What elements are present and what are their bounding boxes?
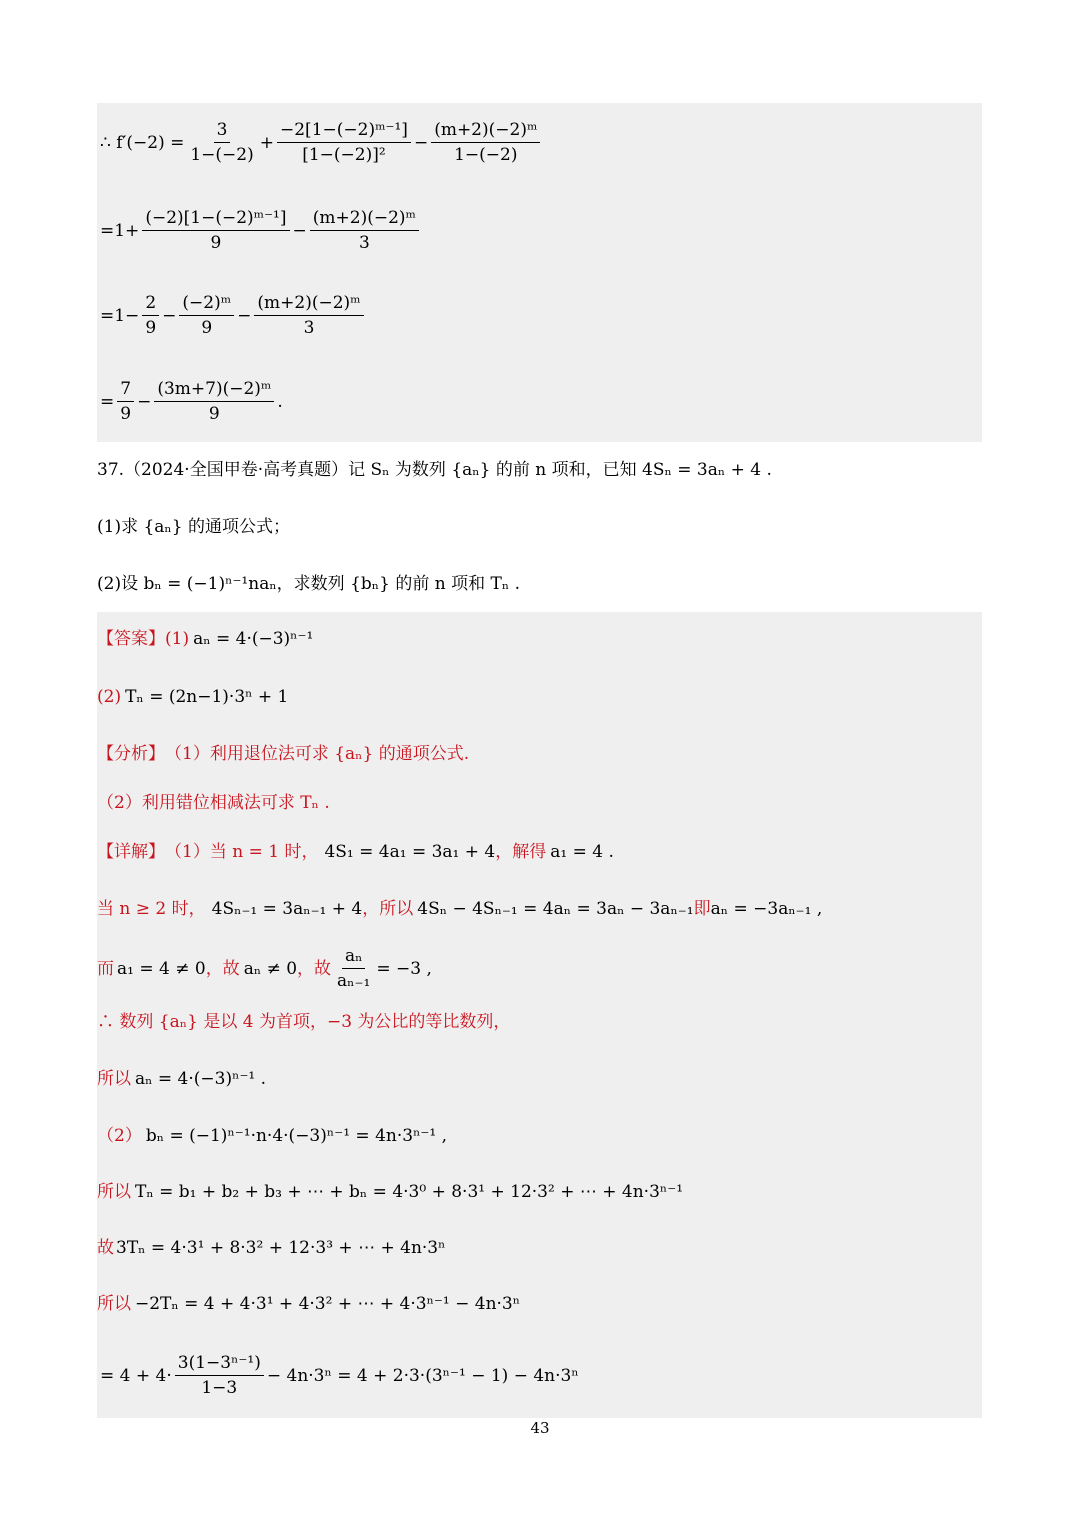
detail-line-2 [97, 898, 822, 920]
denominator: 1−(−2) [454, 145, 518, 165]
numerator: 2 [142, 292, 159, 316]
denominator: aₙ₋₁ [337, 971, 371, 991]
denominator: 1−(−2) [190, 145, 254, 165]
detail-formula: = −3 , [376, 958, 432, 979]
eq-prefix: =1+ [100, 220, 140, 241]
detail-text: 所以 [97, 1182, 131, 1202]
detail-text: 而 [97, 958, 114, 979]
fraction [254, 292, 363, 339]
analysis-label: 【分析】 [97, 744, 165, 764]
detail-formula: 4Sₙ − 4Sₙ₋₁ = 4aₙ = 3aₙ − 3aₙ₋₁ [417, 899, 694, 919]
numerator: 3(1−3ⁿ⁻¹) [175, 1352, 264, 1376]
detail-formula: 4Sₙ₋₁ = 3aₙ₋₁ + 4 [211, 899, 363, 919]
detail-text: 所以 [97, 1294, 131, 1314]
fraction [310, 207, 419, 254]
detail-text: ，故 [297, 958, 332, 979]
answer-1-formula: aₙ = 4·(−3)ⁿ⁻¹ [193, 629, 314, 649]
question-part-2: (2)设 bₙ = (−1)ⁿ⁻¹naₙ，求数列 {bₙ} 的前 n 项和 Tₙ . [97, 574, 521, 594]
detail-text: 即 [693, 899, 711, 919]
answer-2-formula: Tₙ = (2n−1)·3ⁿ + 1 [125, 687, 289, 707]
detail-text: ，解得 [495, 842, 547, 862]
numerator: (m+2)(−2)ᵐ [310, 207, 419, 231]
detail-line-10 [100, 1352, 579, 1399]
denominator: 9 [201, 318, 213, 338]
numerator: (m+2)(−2)ᵐ [431, 119, 540, 143]
detail-formula: −2Tₙ = 4 + 4·3¹ + 4·3² + ⋯ + 4·3ⁿ⁻¹ − 4n·3ⁿ [135, 1294, 521, 1314]
fraction [277, 119, 411, 166]
question-part-1: (1)求 {aₙ} 的通项公式； [97, 517, 291, 537]
operator: + [259, 132, 274, 153]
detail-line-9 [97, 1293, 520, 1315]
fraction [142, 207, 289, 254]
detail-text: 所以 [97, 1069, 131, 1089]
numerator: 3 [214, 119, 231, 143]
fraction [142, 292, 159, 339]
denominator: 9 [208, 404, 220, 424]
derivation-line-4 [100, 378, 283, 425]
operator: − [413, 132, 429, 153]
eq-prefix: = [100, 391, 115, 412]
fraction [431, 119, 540, 166]
detail-formula: 3Tₙ = 4·3¹ + 8·3² + 12·3³ + ⋯ + 4n·3ⁿ [116, 1238, 446, 1258]
detail-line-6 [97, 1125, 447, 1147]
denominator: [1−(−2)]² [302, 145, 386, 165]
detail-text: （1）当 n = 1 时， [165, 842, 319, 862]
period: . [277, 391, 283, 412]
fraction [187, 119, 256, 166]
denominator: 9 [120, 404, 132, 424]
fraction [175, 1352, 264, 1399]
detail-formula: − 4n·3ⁿ = 4 + 2·3·(3ⁿ⁻¹ − 1) − 4n·3ⁿ [266, 1365, 579, 1386]
detail-line-8 [97, 1237, 445, 1259]
operator: − [137, 391, 152, 412]
page-number: 43 [530, 1419, 550, 1437]
denominator: 1−3 [201, 1378, 238, 1398]
detail-line-1 [97, 841, 614, 863]
denominator: 9 [210, 233, 222, 253]
answer-label: 【答案】 [97, 629, 165, 649]
fraction [154, 378, 274, 425]
detail-text: 当 n ≥ 2 时， [97, 899, 206, 919]
detail-formula: aₙ = −3aₙ₋₁ , [710, 899, 823, 919]
fraction [179, 292, 234, 339]
detail-formula: a₁ = 4 ≠ 0 [117, 958, 206, 979]
numerator: (3m+7)(−2)ᵐ [154, 378, 274, 402]
detail-formula: a₁ = 4 . [550, 842, 614, 862]
eq-prefix: =1− [100, 305, 140, 326]
question-statement: 37.（2024·全国甲卷·高考真题）记 Sₙ 为数列 {aₙ} 的前 n 项和，已知 4Sₙ = 3aₙ + 4 . [97, 460, 772, 480]
detail-text: （2） [97, 1126, 142, 1146]
detail-line-5 [97, 1068, 266, 1090]
detail-formula: Tₙ = b₁ + b₂ + b₃ + ⋯ + bₙ = 4·3⁰ + 8·3¹ + 12·3² + ⋯ + 4n·3ⁿ⁻¹ [135, 1182, 684, 1202]
denominator: 3 [303, 318, 315, 338]
detail-formula: aₙ ≠ 0 [243, 958, 298, 979]
denominator: 9 [145, 318, 157, 338]
answer-part-tag: (1) [165, 629, 190, 649]
denominator: 3 [358, 233, 370, 253]
detail-formula: 4S₁ = 4a₁ = 3a₁ + 4 [324, 842, 496, 862]
derivation-line-1 [100, 119, 543, 166]
detail-formula: aₙ = 4·(−3)ⁿ⁻¹ . [135, 1069, 267, 1089]
detail-text: 故 [97, 1238, 114, 1258]
answer-line-1 [97, 628, 313, 650]
detail-line-4: ∴ 数列 {aₙ} 是以 4 为首项，−3 为公比的等比数列， [97, 1012, 511, 1032]
fraction [334, 945, 373, 992]
numerator: aₙ [342, 945, 366, 969]
detail-line-3 [97, 945, 432, 992]
eq-prefix: ∴ f′(−2) = [100, 132, 185, 153]
detail-formula: = 4 + 4· [100, 1365, 172, 1386]
detail-formula: bₙ = (−1)ⁿ⁻¹·n·4·(−3)ⁿ⁻¹ = 4n·3ⁿ⁻¹ , [145, 1126, 448, 1146]
derivation-line-3 [100, 292, 367, 339]
fraction [117, 378, 134, 425]
numerator: (−2)ᵐ [179, 292, 234, 316]
detail-line-7 [97, 1181, 683, 1203]
detail-text: ，故 [205, 958, 240, 979]
answer-part-tag: (2) [97, 687, 122, 707]
analysis-line-2: （2）利用错位相减法可求 Tₙ . [97, 793, 330, 813]
numerator: (m+2)(−2)ᵐ [254, 292, 363, 316]
detail-label: 【详解】 [97, 842, 165, 862]
detail-text: ，所以 [362, 899, 414, 919]
derivation-line-2 [100, 207, 422, 254]
operator: − [292, 220, 307, 241]
analysis-text: （1）利用退位法可求 {aₙ} 的通项公式. [165, 744, 470, 764]
operator: − [162, 305, 177, 326]
answer-line-2 [97, 686, 288, 708]
operator: − [237, 305, 252, 326]
numerator: (−2)[1−(−2)ᵐ⁻¹] [142, 207, 289, 231]
numerator: −2[1−(−2)ᵐ⁻¹] [277, 119, 411, 143]
numerator: 7 [117, 378, 134, 402]
analysis-line-1 [97, 743, 469, 765]
